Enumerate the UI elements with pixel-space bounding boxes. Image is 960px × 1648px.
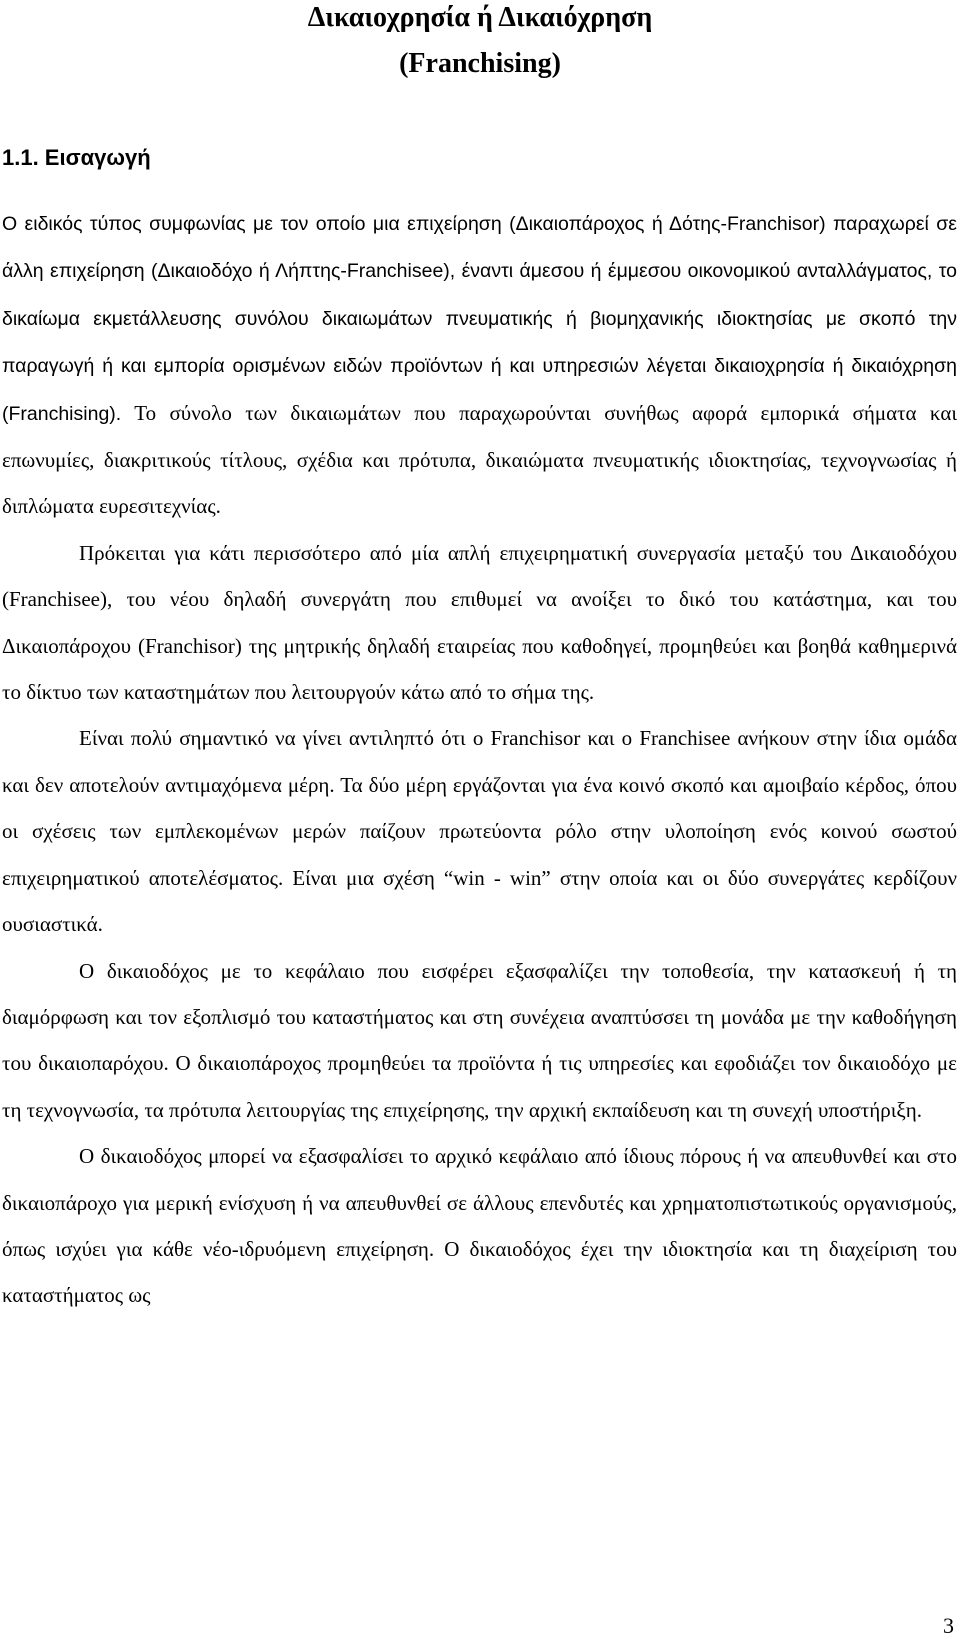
paragraph-cooperation: Πρόκειται για κάτι περισσότερο από μία απλή επιχειρηματική συνεργασία μεταξύ του Δικαιοδόχου (Franchisee), του νέου δηλαδή συνεργάτη που επιθυμεί να ανοίξει το δικό του κατάστημα, και του Δικαιοπάροχου (Franchisor) της μητρικής δηλαδή εταιρείας που καθοδηγεί, προμηθεύει και βοηθά καθημερινά το δίκτυο των καταστημάτων που λειτουργούν κάτω από το σήμα της. (2, 540, 957, 705)
section-heading: 1.1. Εισαγωγή (2, 145, 151, 170)
paragraph-same-team: Είναι πολύ σημαντικό να γίνει αντιληπτό ότι ο Franchisor και ο Franchisee ανήκουν στην ίδια ομάδα και δεν αποτελούν αντιμαχόμενα μέρη. Τα δύο μέρη εργάζονται για ένα κοινό σκοπό και αμοιβαίο κέρδος, όπου οι σχέσεις των εμπλεκομένων μερών παίζουν πρωτεύοντα ρόλο στην υλοποίηση ενός κοινού σωστού επιχειρηματικού αποτελέσματος. Είναι μια σχέση “win - win” στην οποία και οι δύο συνεργάτες κερδίζουν ουσιαστικά. (2, 726, 957, 937)
document-body (2, 200, 957, 1319)
page-number: 3 (943, 1613, 954, 1638)
document-title-line-1: Δικαιοχρησία ή Δικαιόχρηση (307, 2, 653, 33)
paragraph-intro-definition: Ο ειδικός τύπος συμφωνίας με τον οποίο μια επιχείρηση (Δικαιοπάροχος ή Δότης-Franchisor) παραχωρεί σε άλλη επιχείρηση (Δικαιοδόχο ή Λήπτης-Franchisee), έναντι άμεσου ή έμμεσου οικονομικού ανταλλάγματος, το δικαίωμα εκμετάλλευσης συνόλου δικαιωμάτων πνευματικής ή βιομηχανικής ιδιοκτησίας με σκοπό την παραγωγή ή και εμπορία ορισμένων ειδών προϊόντων ή και υπηρεσιών λέγεται δικαιοχρησία ή δικαιόχρηση (Franchising). (2, 213, 957, 425)
paragraph-intro-rights: Το σύνολο των δικαιωμάτων που παραχωρούνται συνήθως αφορά εμπορικά σήματα και επωνυμίες, διακριτικούς τίτλους, σχέδια και πρότυπα, δικαιώματα πνευματικής ιδιοκτησίας, τεχνογνωσίας ή διπλώματα ευρεσιτεχνίας. (2, 400, 957, 519)
paragraph-franchisee-capital: Ο δικαιοδόχος με το κεφάλαιο που εισφέρει εξασφαλίζει την τοποθεσία, την κατασκευή ή τη διαμόρφωση και τον εξοπλισμό του καταστήματος και στη συνέχεια αναπτύσσει τη μονάδα με την καθοδήγηση του δικαιοπαρόχου. Ο δικαιοπάροχος προμηθεύει τα προϊόντα ή τις υπηρεσίες και εφοδιάζει τον δικαιοδόχο με τη τεχνογνωσία, τα πρότυπα λειτουργίας της επιχείρησης, την αρχική εκπαίδευση και τη συνεχή υποστήριξη. (2, 958, 957, 1122)
document-title-line-2: (Franchising) (399, 48, 561, 79)
paragraph-intro (2, 200, 957, 530)
paragraph-financing: Ο δικαιοδόχος μπορεί να εξασφαλίσει το αρχικό κεφάλαιο από ίδιους πόρους ή να απευθυνθεί και στο δικαιοπάροχο για μερική ενίσχυση ή να απευθυνθεί σε άλλους επενδυτές και χρηματοπιστωτικούς οργανισμούς, όπως ισχύει για κάθε νέο-ιδρυόμενη επιχείρηση. Ο δικαιοδόχος έχει την ιδιοκτησία και τη διαχείριση του καταστήματος ως (2, 1144, 957, 1308)
